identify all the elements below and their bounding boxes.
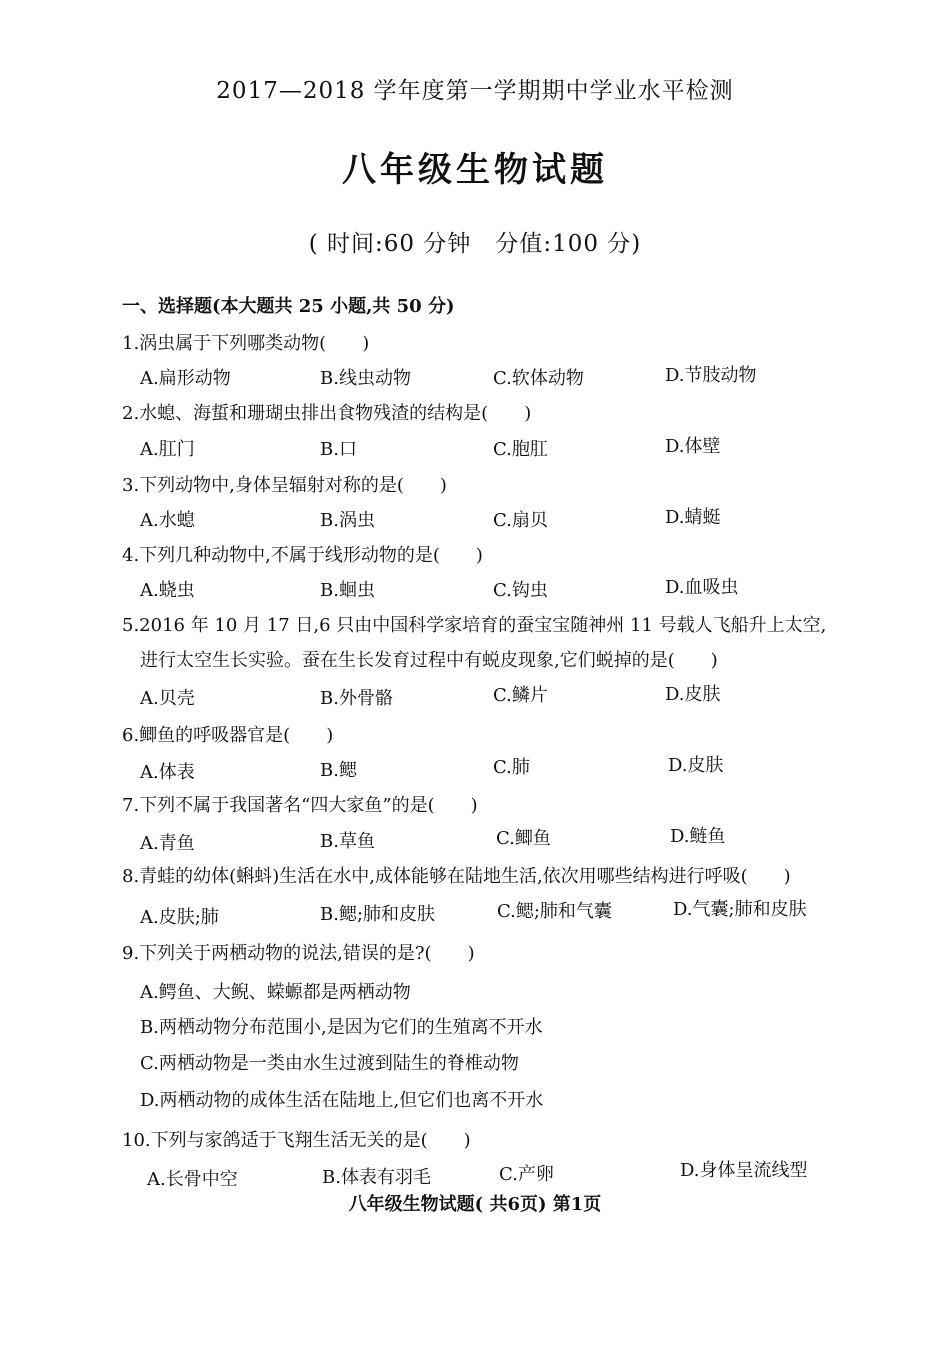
question-option: A.肛门 (140, 439, 195, 460)
exam-term-heading: 2017—2018 学年度第一学期期中学业水平检测 (216, 78, 734, 104)
question-option: C.鲫鱼 (496, 828, 551, 849)
question-option: D.体壁 (665, 436, 721, 457)
question-option: A.鳄鱼、大鲵、蝾螈都是两栖动物 (140, 982, 411, 1003)
question-option: C.两栖动物是一类由水生过渡到陆生的脊椎动物 (140, 1053, 519, 1074)
question-stem: 9.下列关于两栖动物的说法,错误的是?( ) (122, 943, 475, 964)
question-stem: 3.下列动物中,身体呈辐射对称的是( ) (122, 475, 447, 496)
question-option: A.皮肤;肺 (140, 907, 219, 928)
question-option: B.鳃;肺和皮肤 (320, 904, 436, 925)
question-option: A.长骨中空 (147, 1169, 238, 1190)
question-option: C.钩虫 (493, 580, 548, 601)
question-stem-continued: 进行太空生长实验。蚕在生长发育过程中有蜕皮现象,它们蜕掉的是( ) (140, 650, 718, 671)
question-option: C.胞肛 (493, 439, 548, 460)
question-option: C.软体动物 (493, 368, 584, 389)
question-option: C.扇贝 (493, 510, 548, 531)
page-footer: 八年级生物试题( 共6页) 第1页 (348, 1194, 602, 1215)
question-stem: 6.鲫鱼的呼吸器官是( ) (122, 725, 334, 746)
question-option: C.肺 (493, 757, 530, 778)
question-option: D.节肢动物 (665, 365, 757, 386)
question-option: D.气囊;肺和皮肤 (673, 899, 807, 920)
question-option: C.产卵 (499, 1164, 554, 1185)
question-stem: 1.涡虫属于下列哪类动物( ) (122, 333, 370, 354)
question-option: B.线虫动物 (320, 368, 411, 389)
question-option: A.水螅 (140, 510, 195, 531)
section-heading: 一、选择题(本大题共 25 小题,共 50 分) (122, 296, 455, 317)
question-stem: 2.水螅、海蜇和珊瑚虫排出食物残渣的结构是( ) (122, 403, 532, 424)
question-option: D.皮肤 (668, 755, 724, 776)
exam-time-score-info: ( 时间:60 分钟 分值:100 分) (308, 231, 642, 257)
question-option: D.鲢鱼 (670, 826, 726, 847)
question-option: A.贝壳 (140, 688, 195, 709)
question-option: D.皮肤 (665, 684, 721, 705)
question-option: A.蛲虫 (140, 580, 195, 601)
question-stem: 5.2016 年 10 月 17 日,6 只由中国科学家培育的蚕宝宝随神州 11 号载人飞船升上太空, (122, 615, 827, 636)
question-option: B.两栖动物分布范围小,是因为它们的生殖离不开水 (140, 1017, 543, 1038)
question-option: A.扁形动物 (140, 368, 231, 389)
question-option: B.草鱼 (320, 831, 375, 852)
question-option: B.口 (320, 439, 357, 460)
question-option: D.蜻蜓 (665, 507, 721, 528)
question-option: C.鳃;肺和气囊 (497, 901, 612, 922)
question-option: D.血吸虫 (665, 577, 739, 598)
question-option: D.两栖动物的成体生活在陆地上,但它们也离不开水 (140, 1090, 544, 1111)
question-option: A.青鱼 (140, 833, 195, 854)
question-option: B.鳃 (320, 760, 357, 781)
question-option: B.体表有羽毛 (322, 1167, 431, 1188)
question-option: B.外骨骼 (320, 688, 393, 709)
question-stem: 4.下列几种动物中,不属于线形动物的是( ) (122, 545, 483, 566)
question-stem: 7.下列不属于我国著名“四大家鱼”的是( ) (122, 795, 478, 816)
question-option: B.蛔虫 (320, 580, 375, 601)
question-option: A.体表 (140, 762, 195, 783)
question-stem: 10.下列与家鸽适于飞翔生活无关的是( ) (122, 1130, 471, 1151)
question-option: B.涡虫 (320, 510, 375, 531)
question-option: D.身体呈流线型 (680, 1160, 808, 1181)
question-option: C.鳞片 (493, 685, 548, 706)
question-stem: 8.青蛙的幼体(蝌蚪)生活在水中,成体能够在陆地生活,依次用哪些结构进行呼吸( ) (122, 866, 791, 887)
exam-title: 八年级生物试题 (342, 150, 608, 190)
